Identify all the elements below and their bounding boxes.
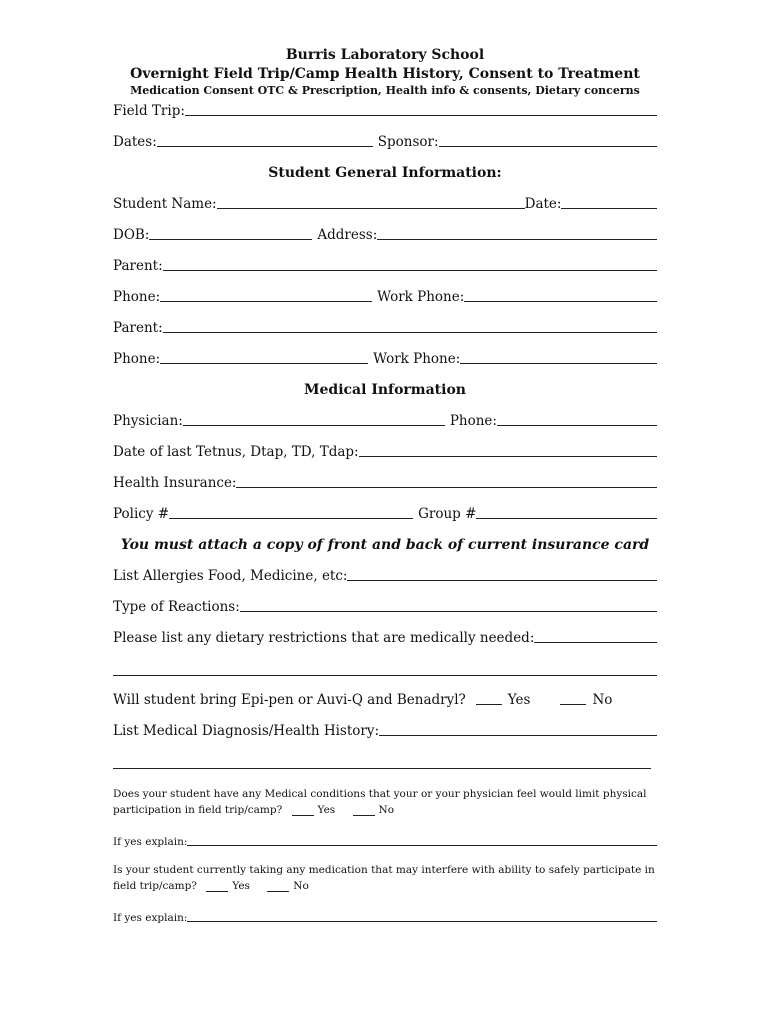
field-trip-label: Field Trip: <box>113 103 185 119</box>
physician-label: Physician: <box>113 413 183 429</box>
diagnosis-extra-input[interactable] <box>113 768 651 769</box>
epipen-yes-label: Yes <box>507 692 531 708</box>
section-medical: Medical Information <box>304 382 466 398</box>
parent2-input[interactable] <box>163 332 657 333</box>
allergies-label: List Allergies Food, Medicine, etc: <box>113 568 348 584</box>
address-input[interactable] <box>377 239 657 240</box>
epipen-no-blank[interactable] <box>560 704 586 705</box>
allergies-input[interactable] <box>347 580 657 581</box>
policy-row <box>113 491 657 522</box>
explain2-label: If yes explain: <box>113 912 188 924</box>
form-subtitle: Medication Consent OTC & Prescription, Health info & consents, Dietary concerns <box>130 84 640 97</box>
explain2-row <box>113 908 657 924</box>
work-phone2-input[interactable] <box>460 363 657 364</box>
form-title: Overnight Field Trip/Camp Health History, Consent to Treatment <box>130 66 640 82</box>
dob-input[interactable] <box>149 239 312 240</box>
explain1-row <box>113 832 657 848</box>
diagnosis-label: List Medical Diagnosis/Health History: <box>113 723 380 739</box>
phone1-input[interactable] <box>160 301 372 302</box>
phone1-label: Phone: <box>113 289 161 305</box>
date-input[interactable] <box>561 208 657 209</box>
diagnosis-extra-line-row <box>113 739 657 770</box>
epipen-row <box>113 677 657 708</box>
dates-row <box>113 119 657 150</box>
parent2-label: Parent: <box>113 320 163 336</box>
dietary-label: Please list any dietary restrictions that are medically needed: <box>113 630 535 646</box>
reactions-row <box>113 584 657 615</box>
tetanus-label: Date of last Tetnus, Dtap, TD, Tdap: <box>113 444 359 460</box>
epipen-label: Will student bring Epi-pen or Auvi-Q and Benadryl? <box>113 692 466 708</box>
tetanus-input[interactable] <box>359 456 657 457</box>
allergies-row <box>113 553 657 584</box>
work-phone2-label: Work Phone: <box>373 351 461 367</box>
epipen-no-label: No <box>592 692 613 708</box>
dates-label: Dates: <box>113 134 157 150</box>
physician-phone-label: Phone: <box>449 413 497 429</box>
limit-question <box>113 786 657 818</box>
dob-row <box>113 212 657 243</box>
phone2-label: Phone: <box>113 351 161 367</box>
policy-input[interactable] <box>169 518 413 519</box>
physician-input[interactable] <box>183 425 445 426</box>
parent1-row <box>113 243 657 274</box>
med-yes-label: Yes <box>232 880 250 892</box>
medication-question-text: Is your student currently taking any medication that may interfere with ability to safely participate in field trip/camp? <box>113 864 655 892</box>
work-phone1-label: Work Phone: <box>377 289 465 305</box>
med-yes-blank[interactable] <box>206 891 228 892</box>
phone2-row <box>113 336 657 367</box>
work-phone1-input[interactable] <box>464 301 657 302</box>
physician-row <box>113 398 657 429</box>
insurance-label: Health Insurance: <box>113 475 237 491</box>
dob-label: DOB: <box>113 227 150 243</box>
limit-question-text: Does your student have any Medical conditions that your or your physician feel would limit physical participation in field trip/camp? <box>113 788 647 816</box>
insurance-row <box>113 460 657 491</box>
diagnosis-input[interactable] <box>379 735 657 736</box>
medication-question <box>113 862 657 894</box>
dietary-input[interactable] <box>534 642 657 643</box>
sponsor-input[interactable] <box>439 146 657 147</box>
explain2-input[interactable] <box>187 921 657 922</box>
reactions-label: Type of Reactions: <box>113 599 240 615</box>
explain1-label: If yes explain: <box>113 836 188 848</box>
school-name: Burris Laboratory School <box>285 47 485 63</box>
policy-label: Policy # <box>113 506 170 522</box>
dietary-extra-input[interactable] <box>113 675 657 676</box>
section-general: Student General Information: <box>268 165 502 181</box>
physician-phone-input[interactable] <box>497 425 657 426</box>
field-trip-input[interactable] <box>185 115 657 116</box>
sponsor-label: Sponsor: <box>377 134 439 150</box>
dietary-extra-line-row <box>113 646 657 677</box>
date-label: Date: <box>524 196 562 212</box>
tetanus-row <box>113 429 657 460</box>
insurance-card-note: You must attach a copy of front and back of current insurance card <box>120 537 650 553</box>
group-label: Group # <box>418 506 477 522</box>
student-name-row <box>113 181 657 212</box>
field-trip-row <box>113 98 657 119</box>
insurance-input[interactable] <box>236 487 657 488</box>
address-label: Address: <box>317 227 378 243</box>
limit-no-blank[interactable] <box>353 815 375 816</box>
explain1-input[interactable] <box>187 845 657 846</box>
phone1-row <box>113 274 657 305</box>
med-no-label: No <box>293 880 309 892</box>
dates-input[interactable] <box>157 146 373 147</box>
parent1-label: Parent: <box>113 258 163 274</box>
epipen-yes-blank[interactable] <box>476 704 502 705</box>
form-page <box>113 46 657 924</box>
limit-yes-blank[interactable] <box>292 815 314 816</box>
parent1-input[interactable] <box>163 270 657 271</box>
parent2-row <box>113 305 657 336</box>
dietary-row <box>113 615 657 646</box>
phone2-input[interactable] <box>160 363 368 364</box>
reactions-input[interactable] <box>240 611 657 612</box>
student-name-label: Student Name: <box>113 196 217 212</box>
group-input[interactable] <box>476 518 657 519</box>
diagnosis-row <box>113 708 657 739</box>
student-name-input[interactable] <box>217 208 525 209</box>
limit-yes-label: Yes <box>317 804 336 816</box>
limit-no-label: No <box>378 804 395 816</box>
med-no-blank[interactable] <box>267 891 289 892</box>
